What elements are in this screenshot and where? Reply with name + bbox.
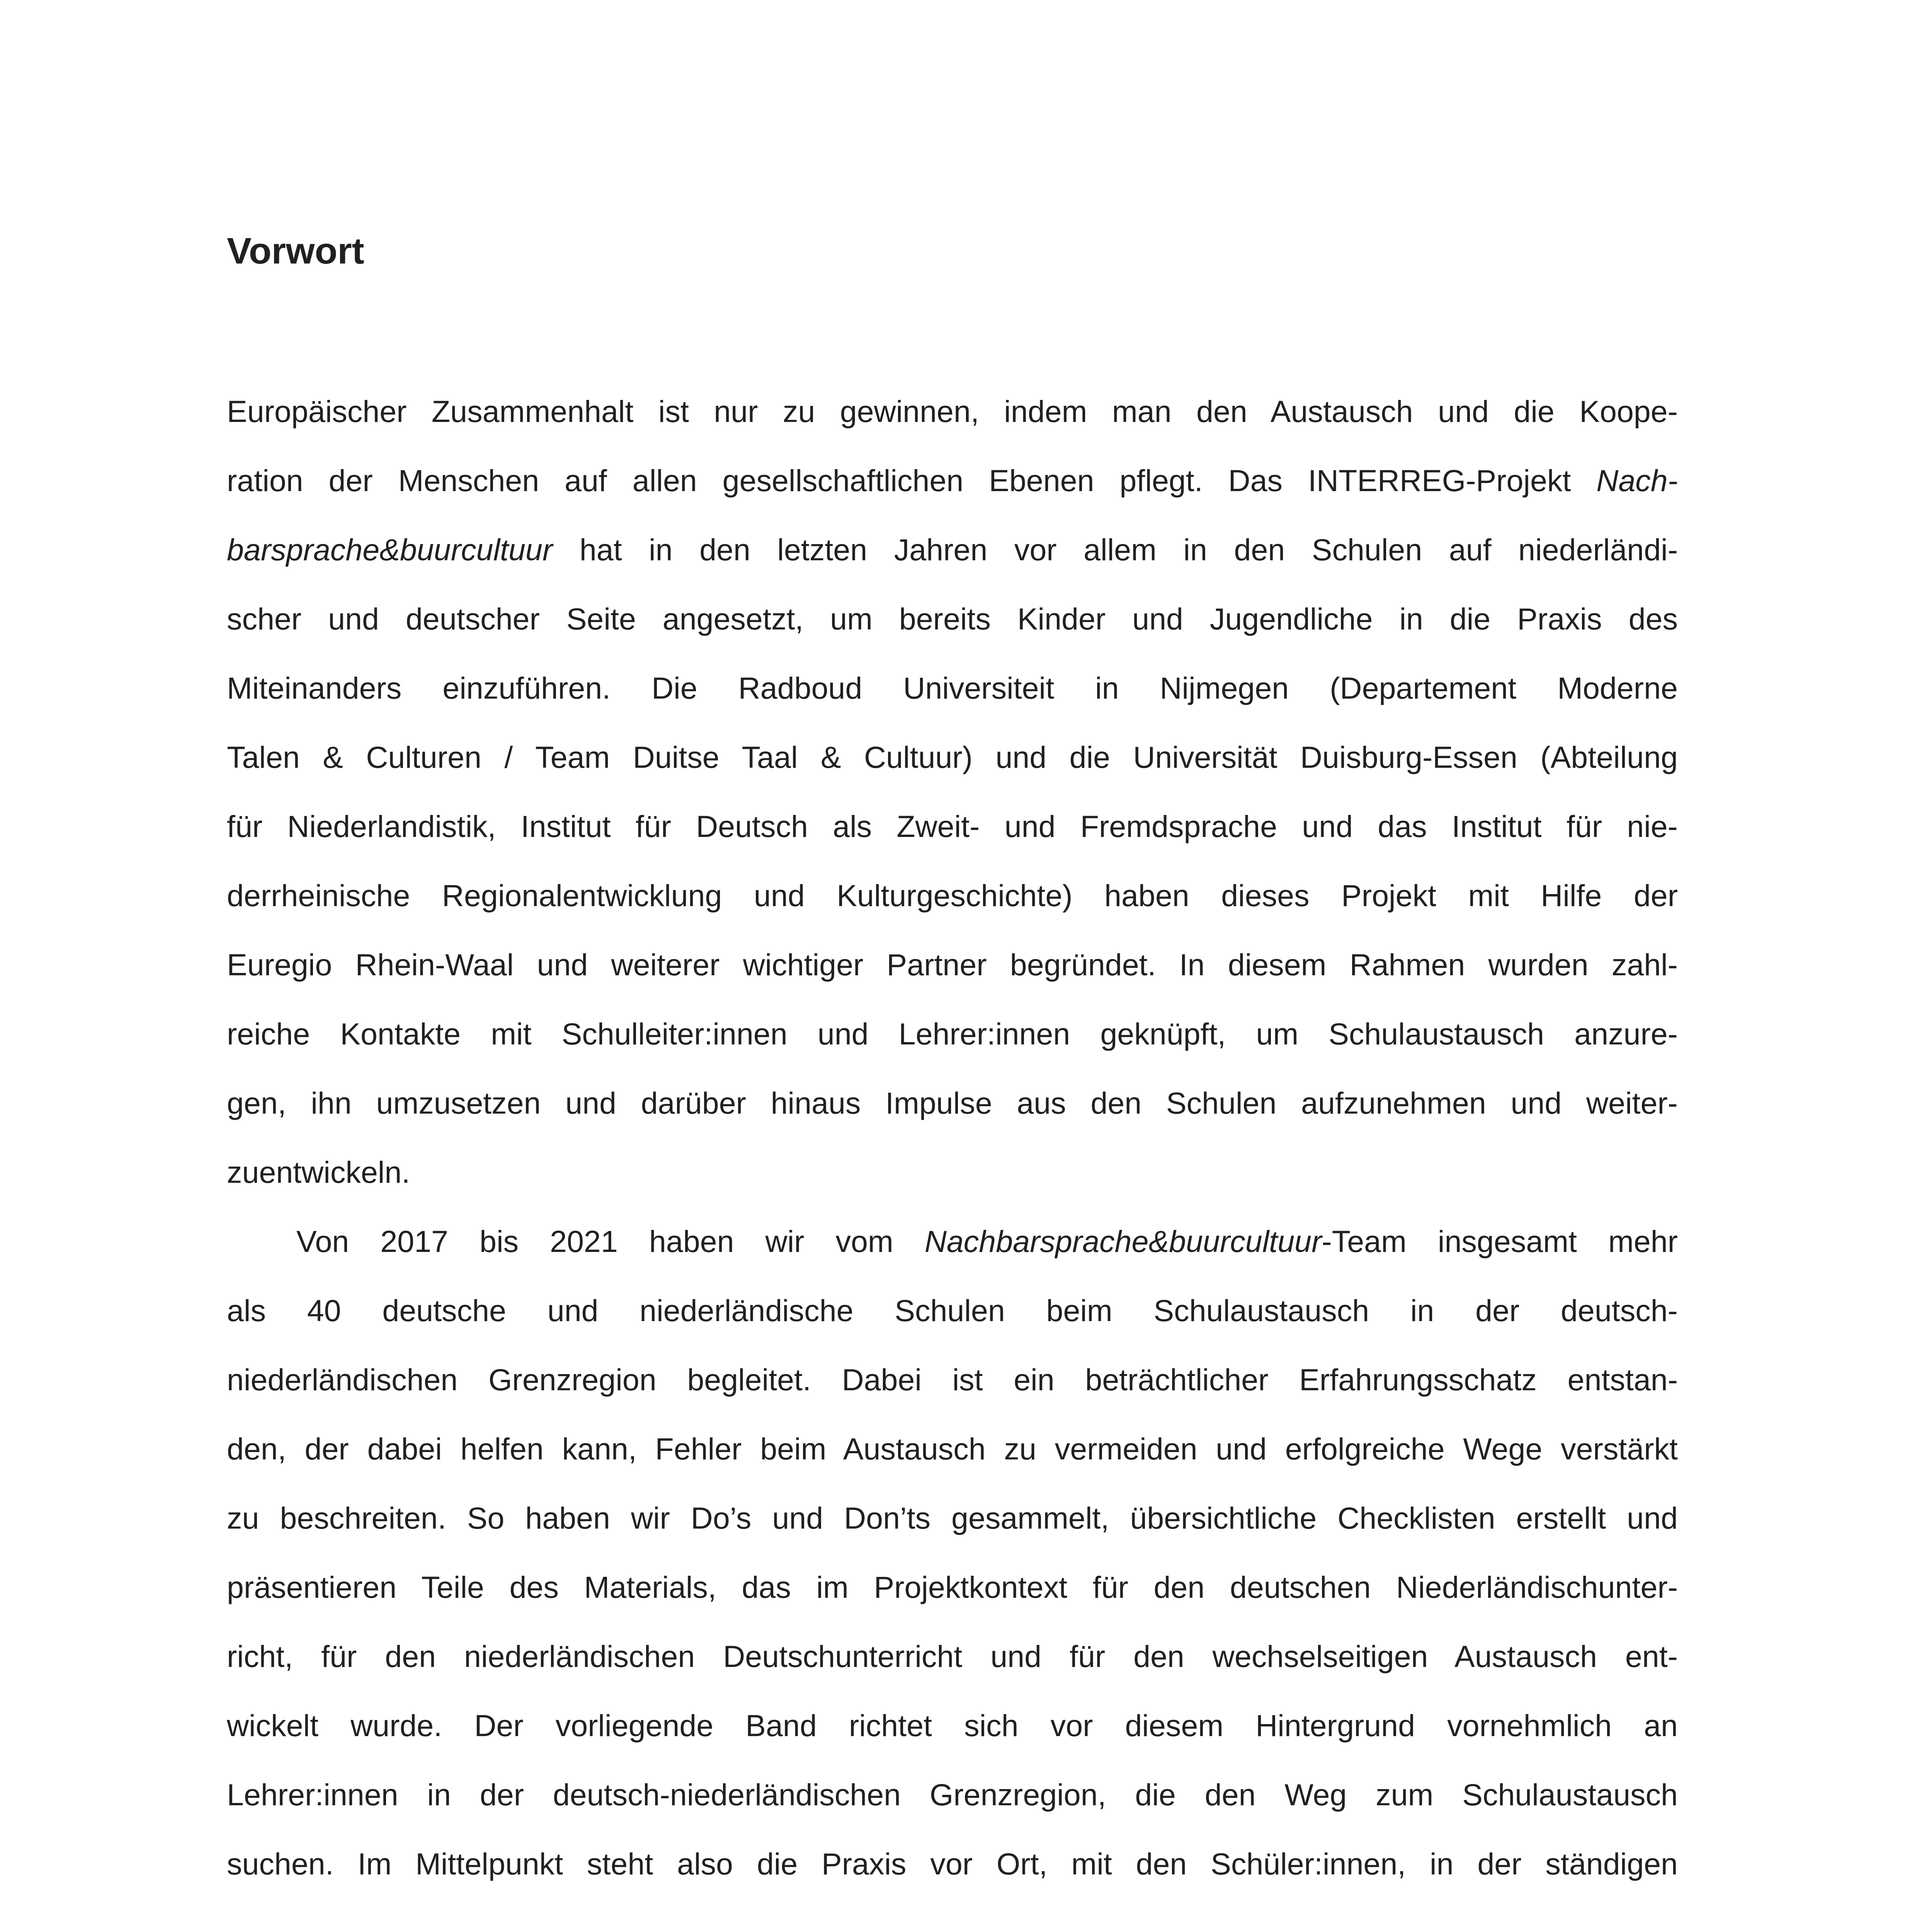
text-segment: niederländischen Grenzregion begleitet. Dabei ist ein beträchtlicher Erfahrungsschatz entstan- (227, 1362, 1678, 1397)
text-line (227, 999, 1678, 1068)
italic-text: Nachbarsprache&buurcultuur (924, 1224, 1322, 1259)
text-line (227, 1276, 1678, 1345)
text-segment: zuentwickeln. (227, 1155, 410, 1189)
text-line (227, 723, 1678, 792)
text-line (227, 1138, 1678, 1207)
page-heading: Vorwort (227, 230, 364, 272)
text-line (227, 1207, 1678, 1276)
text-segment: zu beschreiten. So haben wir Do’s und Don’ts gesammelt, übersichtliche Checklisten erstellt und (227, 1501, 1678, 1535)
text-segment: den, der dabei helfen kann, Fehler beim Austausch zu vermeiden und erfolgreiche Wege verstärkt (227, 1432, 1678, 1466)
text-segment: als 40 deutsche und niederländische Schulen beim Schulaustausch in der deutsch- (227, 1293, 1678, 1328)
text-segment: Miteinanders einzuführen. Die Radboud Universiteit in Nijmegen (Departement Moderne (227, 671, 1678, 705)
text-segment: gen, ihn umzusetzen und darüber hinaus Impulse aus den Schulen aufzunehmen und weiter- (227, 1086, 1678, 1120)
text-line (227, 930, 1678, 999)
text-segment: wickelt wurde. Der vorliegende Band richtet sich vor diesem Hintergrund vornehmlich an (227, 1708, 1678, 1743)
text-segment: richt, für den niederländischen Deutschunterricht und für den wechselseitigen Austausch ent- (227, 1639, 1678, 1673)
text-segment: präsentieren Teile des Materials, das im Projektkontext für den deutschen Niederländischunter- (227, 1570, 1678, 1604)
text-line (227, 584, 1678, 653)
text-line (227, 1068, 1678, 1138)
text-line (227, 1760, 1678, 1829)
text-line (227, 377, 1678, 446)
text-segment: für Niederlandistik, Institut für Deutsch als Zweit- und Fremdsprache und das Institut für nie- (227, 809, 1678, 844)
text-line (227, 446, 1678, 515)
italic-text: Nach- (1596, 463, 1678, 498)
text-segment: reiche Kontakte mit Schulleiter:innen und Lehrer:innen geknüpft, um Schulaustausch anzure- (227, 1017, 1678, 1051)
text-segment: derrheinische Regionalentwicklung und Kulturgeschichte) haben dieses Projekt mit Hilfe der (227, 878, 1678, 913)
text-segment: Von 2017 bis 2021 haben wir vom (296, 1224, 925, 1259)
text-segment: Europäischer Zusammenhalt ist nur zu gewinnen, indem man den Austausch und die Koope- (227, 394, 1678, 429)
text-segment: hat in den letzten Jahren vor allem in den Schulen auf niederländi- (553, 532, 1678, 567)
text-line (227, 653, 1678, 723)
text-line (227, 792, 1678, 861)
text-segment: ration der Menschen auf allen gesellschaftlichen Ebenen pflegt. Das INTERREG-Projekt (227, 463, 1597, 498)
text-line (227, 1553, 1678, 1622)
text-line (227, 861, 1678, 930)
text-segment: -Team insgesamt mehr (1322, 1224, 1678, 1259)
text-line (227, 1345, 1678, 1414)
text-segment: Lehrer:innen in der deutsch-niederländischen Grenzregion, die den Weg zum Schulaustausch (227, 1777, 1678, 1812)
text-line (227, 1691, 1678, 1760)
text-line (227, 515, 1678, 584)
text-line (227, 1829, 1678, 1898)
text-segment: Talen & Culturen / Team Duitse Taal & Cultuur) und die Universität Duisburg-Essen (Abteilung (227, 740, 1678, 774)
text-line (227, 1483, 1678, 1553)
text-line (227, 1622, 1678, 1691)
body-text (227, 377, 1678, 1898)
text-segment: scher und deutscher Seite angesetzt, um bereits Kinder und Jugendliche in die Praxis des (227, 602, 1678, 636)
text-line (227, 1414, 1678, 1483)
text-segment: Euregio Rhein-Waal und weiterer wichtiger Partner begründet. In diesem Rahmen wurden zahl- (227, 947, 1678, 982)
text-segment: suchen. Im Mittelpunkt steht also die Praxis vor Ort, mit den Schüler:innen, in der ständigen (227, 1847, 1678, 1881)
italic-text: barsprache&buurcultuur (227, 532, 553, 567)
